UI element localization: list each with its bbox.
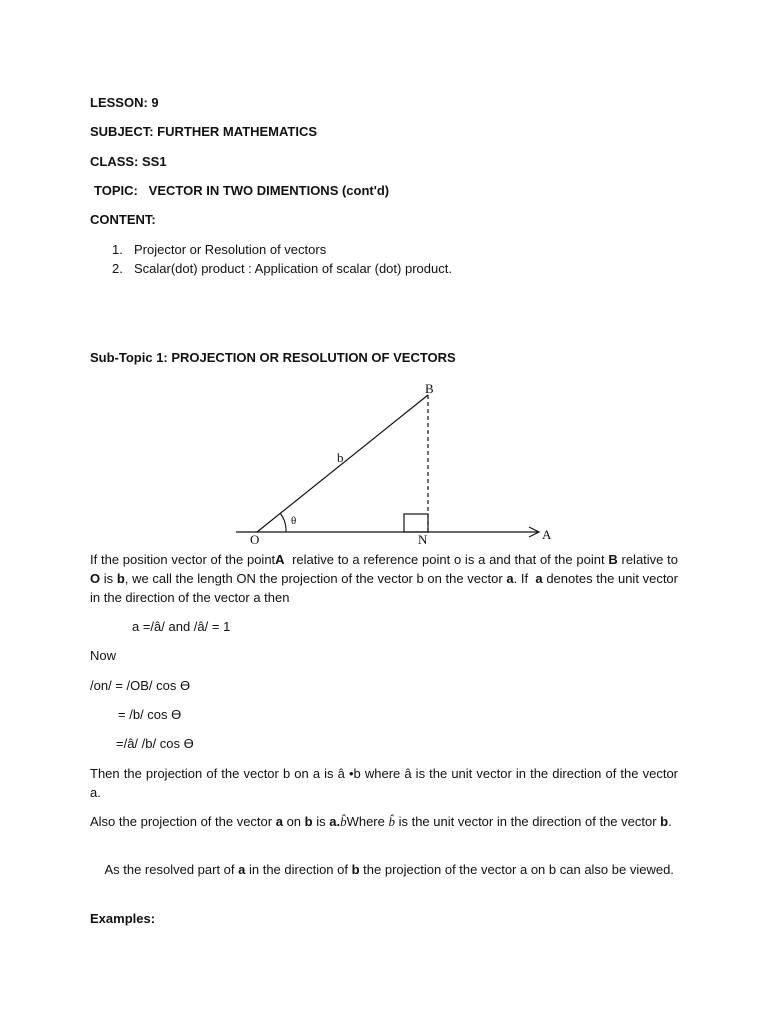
subject-line: SUBJECT: FURTHER MATHEMATICS (90, 124, 318, 139)
examples-heading: Examples: (90, 911, 156, 926)
list-text: Scalar(dot) product : Application of scalar (dot) product. (134, 261, 452, 276)
lesson-line: LESSON: 9 (90, 95, 159, 110)
label-B: B (425, 381, 434, 396)
label-N: N (418, 532, 428, 547)
list-text: Projector or Resolution of vectors (134, 242, 327, 257)
paragraph-projection-a-on-b: Also the projection of the vector a on b is a.b̂Where b̂ is the unit vector in the direction of the vector b. (90, 814, 672, 829)
paragraph-position-vectors: If the position vector of the pointA relative to a reference point o is a and that of the point B relative to O is b, we call the length ON the projection of the vector b on the vector a. If a denotes the unit vector in the direction of the vector a then (90, 552, 682, 605)
equation-on-length: /on/ = /OB/ cos ϴ (90, 678, 191, 693)
list-number: 1. (112, 242, 123, 257)
projection-diagram (0, 378, 768, 548)
right-angle-marker (404, 514, 428, 532)
label-b: b (337, 450, 344, 465)
paragraph-resolved-part: As the resolved part of a in the direction of b the projection of the vector a on b can also be viewed. (90, 862, 674, 877)
paragraph-projection-b-on-a: Then the projection of the vector b on a is â •b where â is the unit vector in the direction of the vector a. (90, 766, 678, 800)
equation-unit-vector: a =/â/ and /â/ = 1 (132, 619, 231, 634)
label-theta: θ (291, 515, 297, 527)
angle-arc (280, 513, 286, 532)
topic-line: TOPIC: VECTOR IN TWO DIMENTIONS (cont'd) (94, 183, 390, 198)
equation-b-cos: = /b/ cos ϴ (118, 707, 182, 722)
content-list-item-2 (112, 260, 452, 278)
content-heading: CONTENT: (90, 212, 156, 227)
list-number: 2. (112, 261, 123, 276)
class-line: CLASS: SS1 (90, 154, 167, 169)
equation-ahat-b-cos: =/â/ /b/ cos ϴ (116, 736, 194, 751)
subtopic-heading: Sub-Topic 1: PROJECTION OR RESOLUTION OF VECTORS (90, 350, 456, 365)
label-A: A (542, 527, 552, 542)
label-O: O (250, 532, 260, 547)
now-label: Now (90, 648, 117, 663)
content-list-item-1 (112, 241, 326, 259)
